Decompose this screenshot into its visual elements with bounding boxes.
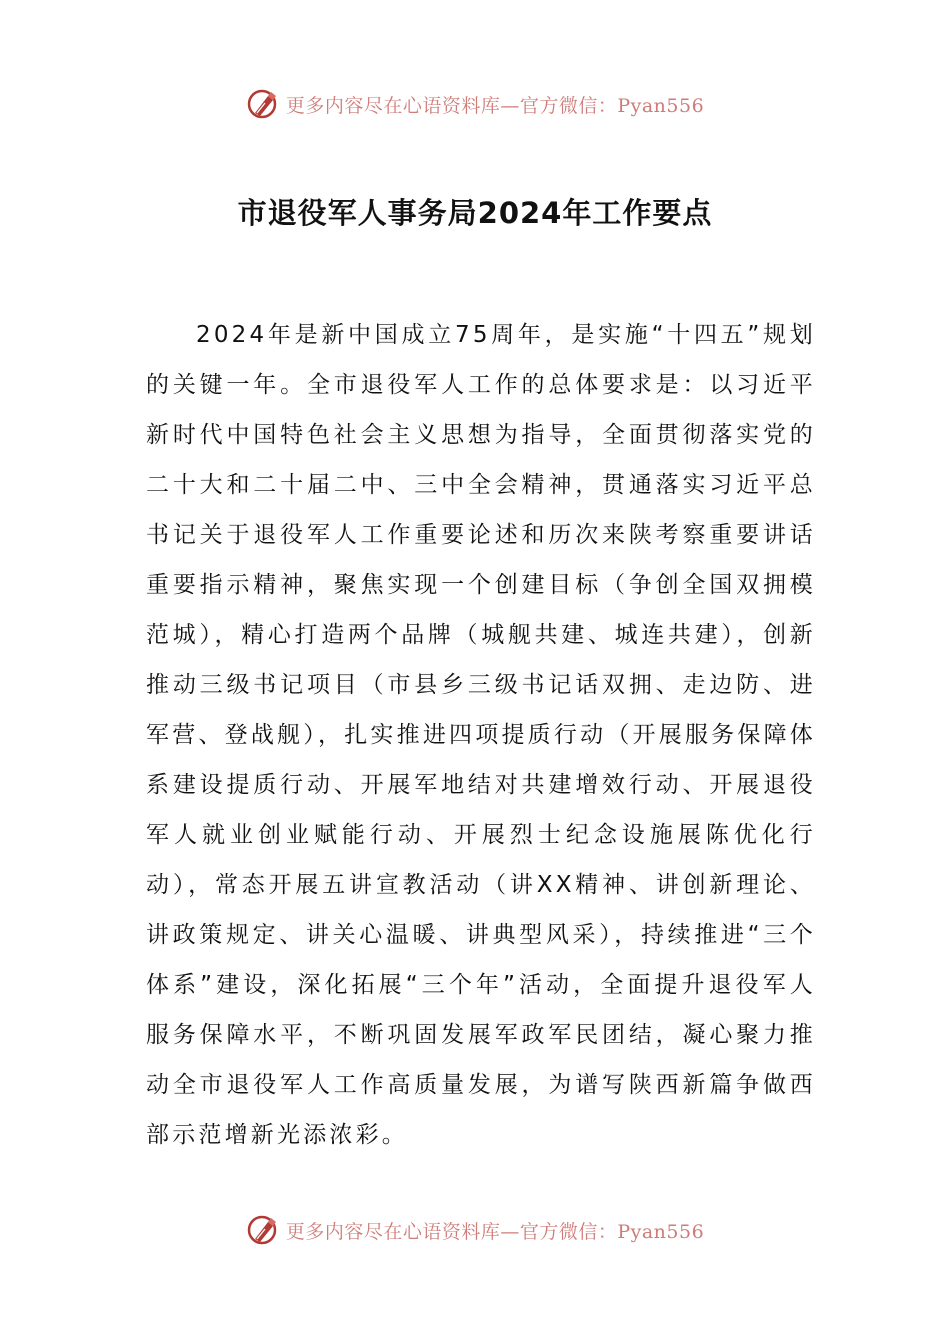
pen-nib-logo-icon	[246, 1213, 280, 1247]
document-paragraph: 2024年是新中国成立75周年，是实施“十四五”规划的关键一年。全市退役军人工作的总体要求是：以习近平新时代中国特色社会主义思想为指导，全面贯彻落实党的二十大和二十届二中、三中全会精神，贯通落实习近平总书记关于退役军人工作重要论述和历次来陕考察重要讲话重要指示精神，聚焦实现一个创建目标（争创全国双拥模范城），精心打造两个品牌（城舰共建、城连共建），创新推动三级书记项目（市县乡三级书记话双拥、走边防、进军营、登战舰），扎实推进四项提质行动（开展服务保障体系建设提质行动、开展军地结对共建增效行动、开展退役军人就业创业赋能行动、开展烈士纪念设施展陈优化行动），常态开展五讲宣教活动（讲XX精神、讲创新理论、讲政策规定、讲关心温暖、讲典型风采），持续推进“三个体系”建设，深化拓展“三个年”活动，全面提升退役军人服务保障水平，不断巩固发展军政军民团结，凝心聚力推动全市退役军人工作高质量发展，为谱写陕西新篇争做西部示范增新光添浓彩。	[146, 322, 816, 1148]
pen-nib-logo-icon	[246, 87, 280, 121]
banner-text: 更多内容尽在心语资料库—官方微信：Pyan556	[285, 94, 705, 117]
document-title: 市退役军人事务局2024年工作要点	[237, 196, 713, 231]
header-banner	[0, 84, 950, 124]
footer-banner	[0, 1210, 950, 1250]
banner-text: 更多内容尽在心语资料库—官方微信：Pyan556	[285, 1220, 705, 1243]
